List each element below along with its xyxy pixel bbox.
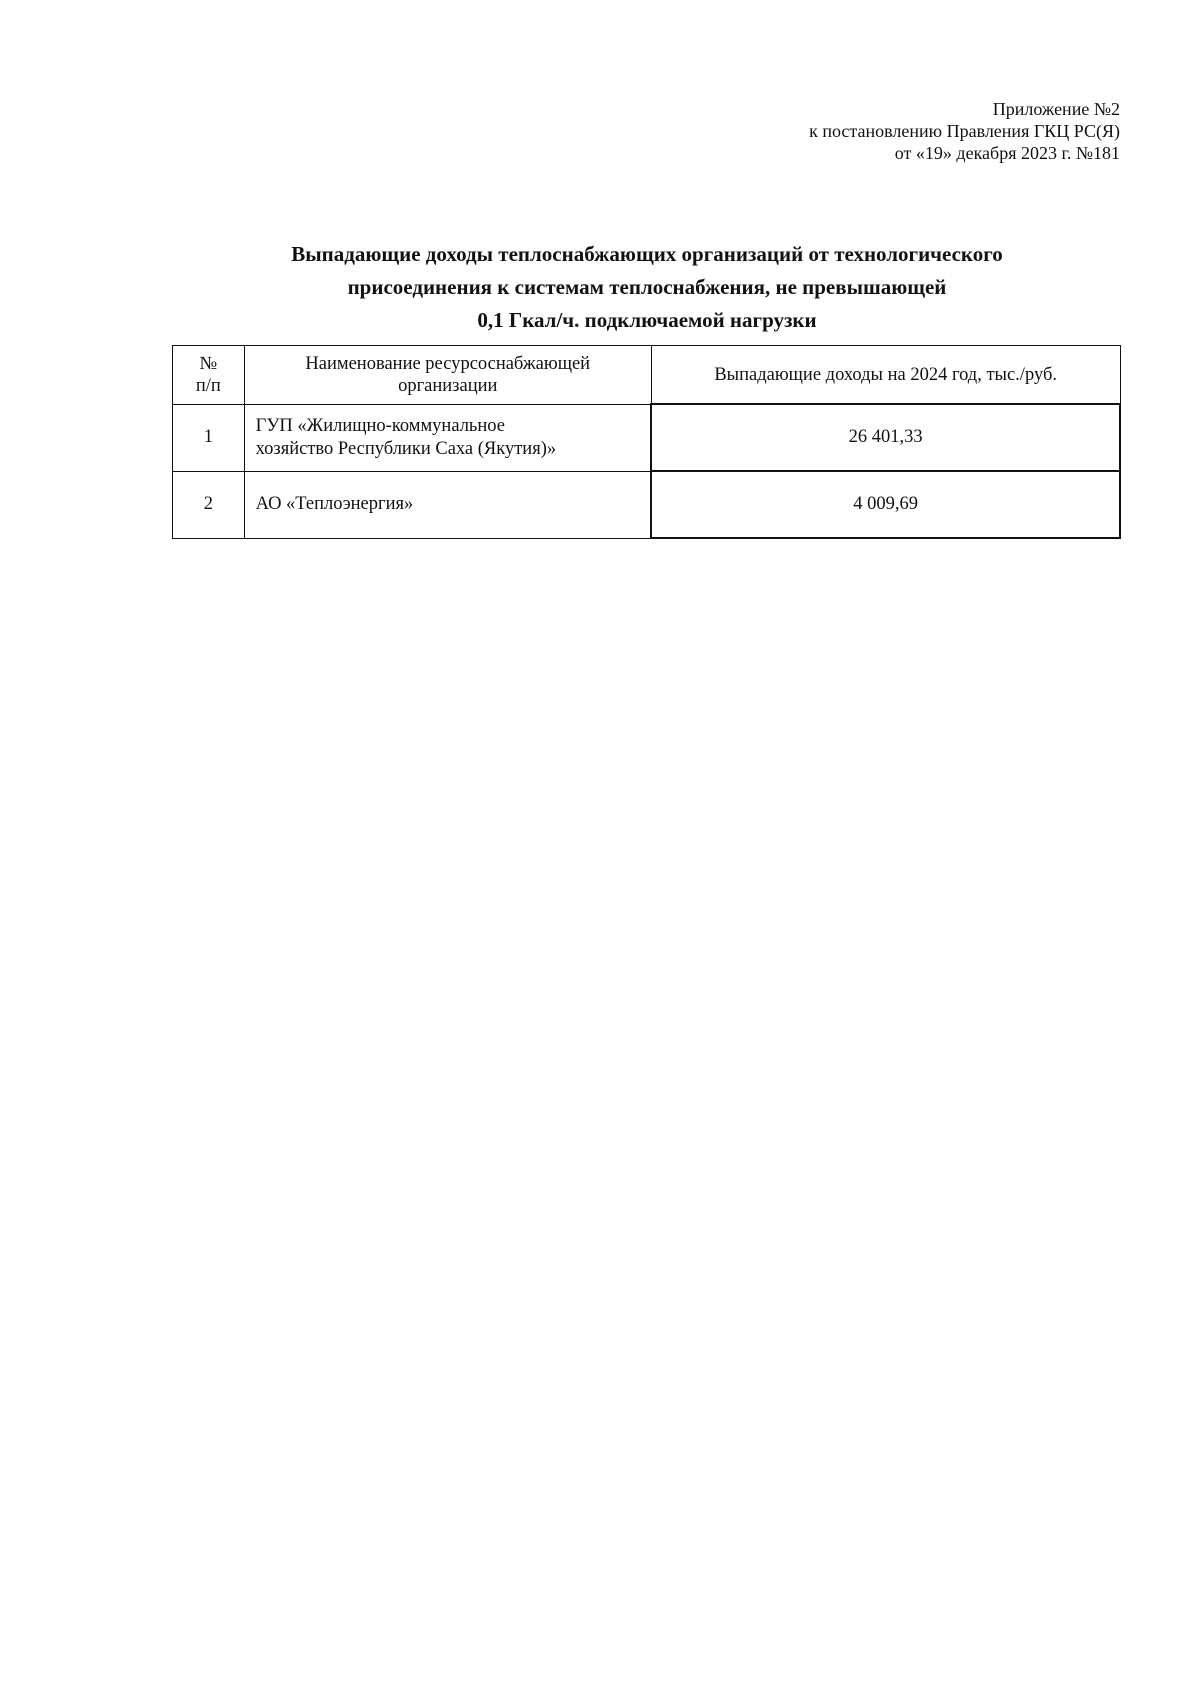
appendix-date: от «19» декабря 2023 г. №181 (894, 143, 1120, 163)
table-header-row (173, 346, 1121, 405)
document-title (172, 238, 1122, 337)
row-organization-line: ГУП «Жилищно-коммунальное (255, 415, 505, 436)
title-line: 0,1 Гкал/ч. подключаемой нагрузки (477, 308, 817, 332)
row-organization (244, 471, 651, 538)
row-organization (244, 404, 651, 471)
header-revenue: Выпадающие доходы на 2024 год, тыс./руб. (651, 346, 1120, 405)
appendix-reference (560, 98, 1120, 164)
header-organization-line: Наименование ресурсоснабжающей (305, 353, 591, 374)
header-number-abbrev: п/п (195, 375, 221, 396)
revenue-table (172, 345, 1121, 539)
title-line: присоединения к системам теплоснабжения, не превышающей (347, 275, 947, 299)
header-organization-line: организации (398, 375, 498, 396)
title-line: Выпадающие доходы теплоснабжающих организаций от технологического (291, 242, 1003, 266)
header-number (173, 346, 245, 405)
appendix-resolution: к постановлению Правления ГКЦ РС(Я) (809, 121, 1120, 141)
row-organization-line: хозяйство Республики Саха (Якутия)» (255, 438, 557, 459)
header-organization (244, 346, 651, 405)
row-revenue: 26 401,33 (651, 404, 1120, 471)
header-number-symbol: № (199, 353, 218, 374)
row-number: 1 (173, 404, 245, 471)
table-row (173, 471, 1121, 538)
appendix-number: Приложение №2 (992, 99, 1120, 119)
row-revenue: 4 009,69 (651, 471, 1120, 538)
row-organization-line: АО «Теплоэнергия» (255, 494, 414, 514)
row-number: 2 (173, 471, 245, 538)
table-row (173, 404, 1121, 471)
